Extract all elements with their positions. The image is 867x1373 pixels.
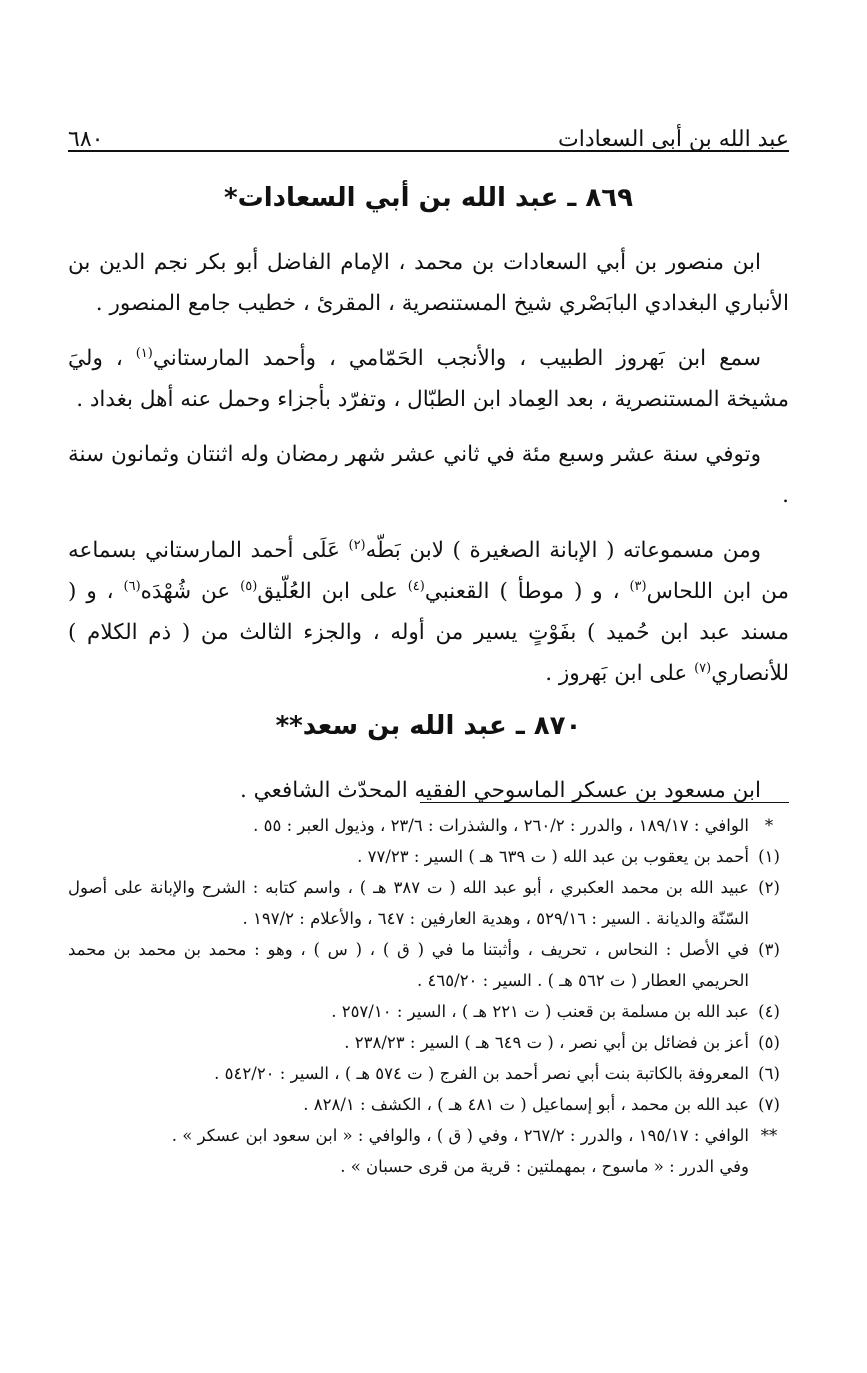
paragraph-text: على ابن بَهروز . bbox=[545, 661, 695, 686]
footnote-text: أعز بن فضائل بن أبي نصر ، ( ت ٦٤٩ هـ ) السير : ٢٣٨/٢٣ . bbox=[344, 1033, 749, 1052]
footnote-item bbox=[68, 996, 789, 1027]
footnote-item bbox=[68, 1058, 789, 1089]
footnote-item bbox=[68, 810, 789, 841]
footnote-text: عبد الله بن محمد ، أبو إسماعيل ( ت ٤٨١ هـ ) ، الكشف : ٨٢٨/١ . bbox=[303, 1095, 749, 1114]
footnote-text: أحمد بن يعقوب بن عبد الله ( ت ٦٣٩ هـ ) السير : ٧٧/٢٣ . bbox=[357, 847, 749, 866]
footnote-text bbox=[68, 1120, 749, 1182]
footnote-item bbox=[68, 1027, 789, 1058]
footnote-mark: * bbox=[764, 816, 774, 835]
footnote-item bbox=[68, 934, 789, 996]
footnote-mark: (٤) bbox=[758, 1002, 780, 1021]
footnote-mark: (٧) bbox=[758, 1095, 780, 1114]
footnote-mark: (٣) bbox=[758, 940, 780, 959]
footnote-line: الوافي : ١٩٥/١٧ ، والدرر : ٢٦٧/٢ ، وفي ( ق ) ، والوافي : « ابن سعود ابن عسكر » . bbox=[171, 1126, 749, 1145]
footnote-ref-5[interactable]: (٥) bbox=[240, 578, 258, 594]
running-title: عبد الله بن أبي السعادات bbox=[558, 127, 789, 152]
paragraph-text: عَلَى أحمد المارستاني بسماعه من ابن اللحاس bbox=[68, 538, 789, 604]
footnote-text: عبيد الله بن محمد العكبري ، أبو عبد الله ( ت ٣٨٧ هـ ) ، واسم كتابه : الشرح والإبانة على أصول السّنّة والديانة . السير : ٥٢٩/١٦ ، وهدية العارفين : ٦٤٧ ، والأعلام : ١٩٧/٢ . bbox=[68, 878, 749, 928]
main-text bbox=[68, 170, 789, 825]
paragraph-text: عن شُهْدَه bbox=[140, 579, 241, 604]
footnote-item bbox=[68, 1120, 789, 1182]
paragraph-lineage bbox=[68, 242, 789, 324]
footnote-item bbox=[68, 1089, 789, 1120]
paragraph-text: ، و ( موطأ ) القعنبي bbox=[424, 579, 630, 604]
footnote-line: وفي الدرر : « ماسوح ، بمهملتين : قرية من قرى حسبان » . bbox=[340, 1157, 749, 1176]
footnote-text: الوافي : ١٨٩/١٧ ، والدرر : ٢٦٠/٢ ، والشذرات : ٢٣/٦ ، وذيول العبر : ٥٥ . bbox=[253, 816, 749, 835]
footnote-mark: (٢) bbox=[758, 878, 780, 897]
footnotes bbox=[68, 810, 789, 1182]
paragraph-text: وتوفي سنة عشر وسبع مئة في ثاني عشر شهر رمضان وله اثنتان وثمانون سنة . bbox=[68, 442, 789, 508]
footnote-ref-1[interactable]: (١) bbox=[135, 345, 153, 361]
footnote-mark: (١) bbox=[758, 847, 780, 866]
page-number: ٦٨٠ bbox=[68, 127, 104, 152]
paragraph-lineage bbox=[68, 770, 789, 811]
entry-heading-869: ٨٦٩ ـ عبد الله بن أبي السعادات* bbox=[224, 183, 633, 213]
footnote-ref-3[interactable]: (٣) bbox=[629, 578, 647, 594]
footnote-item bbox=[68, 872, 789, 934]
footnote-rule bbox=[420, 802, 789, 803]
paragraph-hearings bbox=[68, 530, 789, 694]
footnote-ref-7[interactable]: (٧) bbox=[694, 660, 712, 676]
footnote-text: المعروفة بالكاتبة بنت أبي نصر أحمد بن الفرج ( ت ٥٧٤ هـ ) ، السير : ٥٤٢/٢٠ . bbox=[214, 1064, 749, 1083]
header-rule bbox=[68, 150, 789, 152]
paragraph-text: ومن مسموعاته ( الإبانة الصغيرة ) لابن بَطّه bbox=[365, 538, 761, 563]
paragraph-text: على ابن العُلّيق bbox=[257, 579, 408, 604]
paragraph-text: ابن مسعود بن عسكر الماسوحي الفقيه المحدّث الشافعي . bbox=[240, 778, 761, 803]
entry-heading-870: ٨٧٠ ـ عبد الله بن سعد** bbox=[275, 711, 582, 741]
paragraph-text: ، و ( مسند عبد ابن حُميد ) بفَوْتٍ يسير من أوله ، والجزء الثالث من ( ذم الكلام ) للأنصاري bbox=[68, 579, 789, 686]
footnote-mark: ** bbox=[760, 1126, 778, 1145]
footnote-mark: (٦) bbox=[758, 1064, 780, 1083]
paragraph-text: ، وليَ مشيخة المستنصرية ، بعد العِماد ابن الطبّال ، وتفرّد بأجزاء وحمل عنه أهل بغداد . bbox=[68, 346, 789, 412]
footnote-ref-4[interactable]: (٤) bbox=[407, 578, 425, 594]
paragraph-teachers bbox=[68, 338, 789, 420]
footnote-text: عبد الله بن مسلمة بن قعنب ( ت ٢٢١ هـ ) ، السير : ٢٥٧/١٠ . bbox=[331, 1002, 749, 1021]
paragraph-text: سمع ابن بَهروز الطبيب ، والأنجب الحَمّامي ، وأحمد المارستاني bbox=[152, 346, 761, 371]
paragraph-death bbox=[68, 434, 789, 516]
footnote-mark: (٥) bbox=[758, 1033, 780, 1052]
paragraph-text: ابن منصور بن أبي السعادات بن محمد ، الإمام الفاضل أبو بكر نجم الدين بن الأنباري البغدادي البابَصْري شيخ المستنصرية ، المقرئ ، خطيب جامع المنصور . bbox=[68, 250, 789, 316]
footnote-ref-6[interactable]: (٦) bbox=[123, 578, 141, 594]
footnote-text: في الأصل : النحاس ، تحريف ، وأثبتنا ما في ( ق ) ، ( س ) ، وهو : محمد بن محمد بن محمد الحريمي العطار ( ت ٥٦٢ هـ ) . السير : ٤٦٥/٢٠ . bbox=[68, 940, 749, 990]
footnote-item bbox=[68, 841, 789, 872]
footnote-ref-2[interactable]: (٢) bbox=[348, 537, 366, 553]
running-header bbox=[68, 112, 789, 152]
